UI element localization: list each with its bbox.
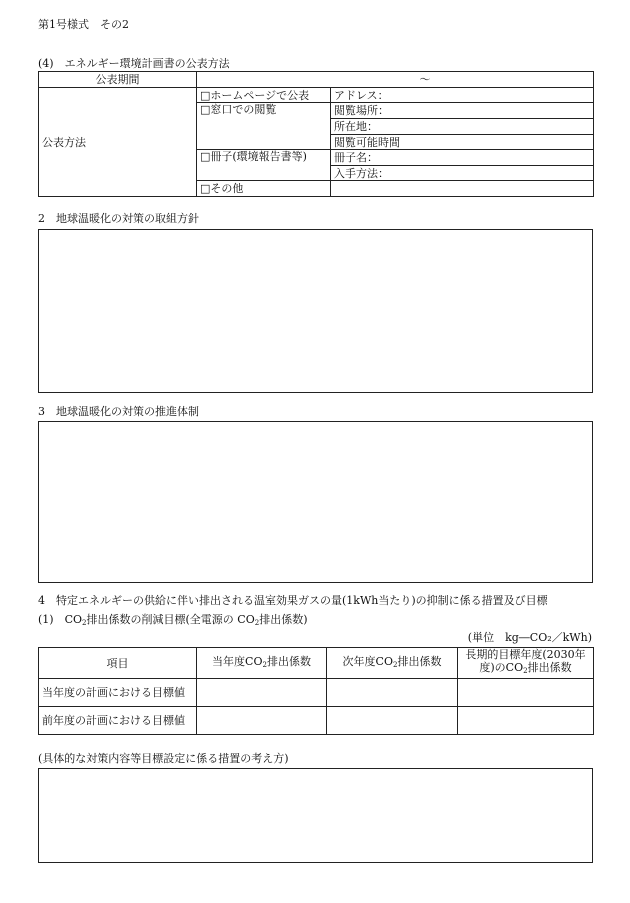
form-label: 第1号様式 その2 (38, 18, 129, 31)
approach-heading: (具体的な対策内容等目標設定に係る措置の考え方) (38, 752, 289, 765)
section-4-heading: 4 特定エネルギーの供給に伴い排出される温室効果ガスの量(1kWh当たり)の抑制に係る措置及び目標 (38, 594, 548, 607)
table-row (39, 707, 594, 735)
col-header-item: 項目 (39, 648, 197, 679)
publication-table (38, 71, 594, 197)
col-header-next: 次年度$CO_2$排出係数 (327, 648, 458, 679)
policy-textarea[interactable] (38, 229, 593, 393)
section-4-4-heading: (4) エネルギー環境計画書の公表方法 (38, 57, 230, 70)
other-checkbox-option[interactable]: □その他 (197, 181, 331, 197)
cell-previous-plan-next[interactable] (327, 707, 458, 735)
publication-period-label: 公表期間 (39, 72, 197, 88)
table-row (39, 679, 594, 707)
cell-previous-plan-long[interactable] (458, 707, 594, 735)
col-header-current: 当年度$CO_2$排出係数 (197, 648, 327, 679)
window-checkbox-option[interactable]: □窓口での閲覧 (197, 103, 331, 150)
publication-period-input[interactable] (197, 72, 594, 88)
section-2-heading: 2 地球温暖化の対策の取組方針 (38, 212, 199, 225)
period-separator: ～ (419, 73, 431, 86)
approach-textarea[interactable] (38, 768, 593, 863)
section-3-heading: 3 地球温暖化の対策の推進体制 (38, 405, 199, 418)
unit-label: (単位 kg―CO₂／kWh) (467, 631, 592, 644)
booklet-checkbox-option[interactable]: □冊子(環境報告書等) (197, 150, 331, 181)
viewing-hours-field[interactable]: 閲覧可能時間 (331, 135, 594, 150)
obtain-method-field[interactable]: 入手方法： (331, 166, 594, 181)
cell-current-plan-long[interactable] (458, 679, 594, 707)
cell-current-plan-current[interactable] (197, 679, 327, 707)
structure-textarea[interactable] (38, 421, 593, 583)
viewing-place-field[interactable]: 閲覧場所： (331, 103, 594, 119)
cell-previous-plan-current[interactable] (197, 707, 327, 735)
location-field[interactable]: 所在地： (331, 119, 594, 135)
row-label-previous-plan: 前年度の計画における目標値 (39, 707, 197, 735)
homepage-checkbox-option[interactable]: □ホームページで公表 (197, 88, 331, 103)
section-4-1-heading: (1) $CO_2$排出係数の削減目標(全電源の $CO_2$排出係数) (38, 613, 308, 627)
publication-method-label: 公表方法 (39, 88, 197, 197)
homepage-address-field[interactable]: アドレス： (331, 88, 594, 103)
row-label-current-plan: 当年度の計画における目標値 (39, 679, 197, 707)
col-header-long-term: 長期的目標年度(2030年 度)の$CO_2$排出係数 (458, 648, 594, 679)
booklet-name-field[interactable]: 冊子名： (331, 150, 594, 166)
other-field[interactable] (331, 181, 594, 197)
cell-current-plan-next[interactable] (327, 679, 458, 707)
coefficient-table (38, 647, 594, 735)
